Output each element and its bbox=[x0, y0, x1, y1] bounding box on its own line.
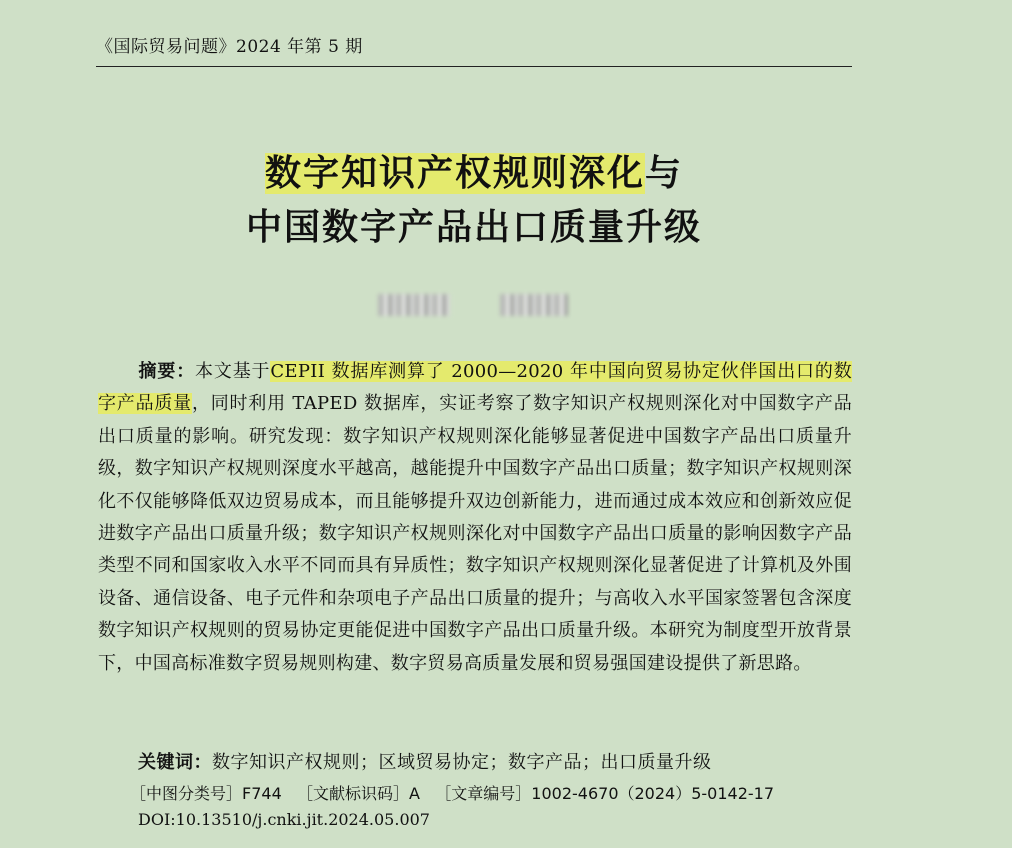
doc-code-label: ［文献标识码］ bbox=[297, 784, 410, 803]
keywords-text: 数字知识产权规则；区域贸易协定；数字产品；出口质量升级 bbox=[212, 752, 712, 773]
abstract-text: ，同时利用 TAPED 数据库，实证考察了数字知识产权规则深化对中国数字产品出口质量的影响。研究发现：数字知识产权规则深化能够显著促进中国数字产品出口质量升级，数字知识产权规则深度水平越高，越能提升中国数字产品出口质量；数字知识产权规则深化不仅能够降低双边贸易成本，而且能够提升双边创新能力，进而通过成本效应和创新效应促进数字产品出口质量升级；数字知识产权规则深化对中国数字产品出口质量的影响因数字产品类型不同和国家收入水平不同而具有异质性；数字知识产权规则深化显著促进了计算机及外围设备、通信设备、电子元件和杂项电子产品出口质量的提升；与高收入水平国家签署包含深度数字知识产权规则的贸易协定更能促进中国数字产品出口质量升级。本研究为制度型开放背景下，中国高标准数字贸易规则构建、数字贸易高质量发展和贸易强国建设提供了新思路。 bbox=[98, 393, 853, 674]
doi: DOI:10.13510/j.cnki.jit.2024.05.007 bbox=[138, 810, 430, 829]
title-line1-rest: 与 bbox=[645, 153, 684, 194]
doc-code-value: A bbox=[409, 784, 420, 803]
author-name-blurred bbox=[500, 294, 568, 316]
keywords bbox=[138, 748, 712, 774]
article-title-line1 bbox=[96, 152, 852, 195]
clc-value: F744 bbox=[242, 784, 282, 803]
keywords-label: 关键词： bbox=[138, 752, 212, 773]
title-highlight: 数字知识产权规则深化 bbox=[264, 153, 645, 194]
journal-header: 《国际贸易问题》2024 年第 5 期 bbox=[96, 37, 363, 57]
author-name-blurred bbox=[378, 294, 450, 316]
abstract bbox=[98, 356, 852, 680]
clc-label: ［中图分类号］ bbox=[130, 784, 243, 803]
article-number-label: ［文章编号］ bbox=[435, 784, 532, 803]
classification-line bbox=[130, 781, 774, 804]
article-number-value: 1002-4670（2024）5-0142-17 bbox=[531, 784, 775, 803]
abstract-label: 摘要： bbox=[138, 361, 196, 382]
abstract-text-pre: 本文基于 bbox=[195, 361, 271, 382]
article-title-line2: 中国数字产品出口质量升级 bbox=[245, 207, 702, 248]
header-rule bbox=[96, 66, 852, 67]
abstract-highlight: CEPII 数据库测算了 2000—2020 年中国向贸易协定伙伴国出口的数字产品质量 bbox=[98, 361, 852, 415]
